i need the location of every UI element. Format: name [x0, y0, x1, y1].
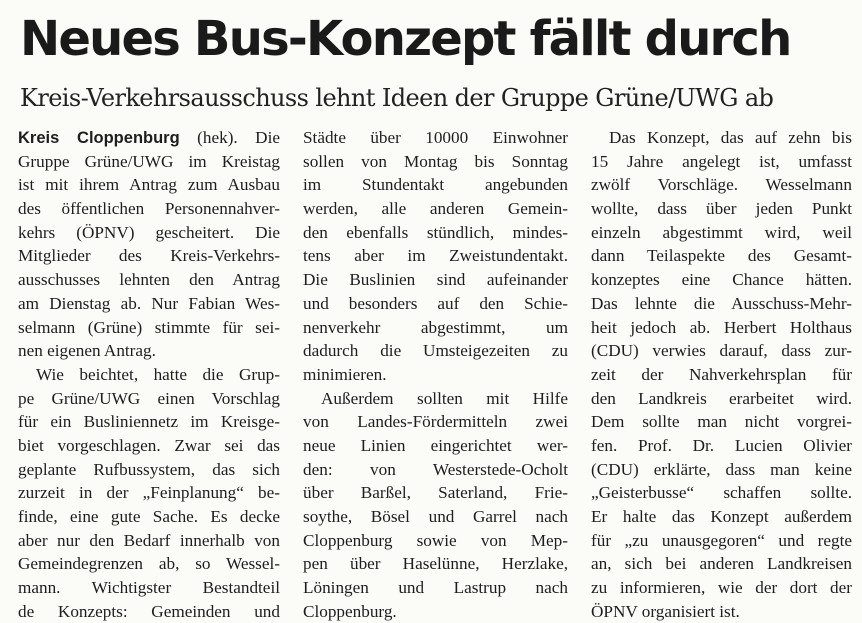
article-line: mann. Wichtigster Bestandteil — [18, 578, 280, 598]
article-line: nenverkehr abgestimmt, um — [303, 317, 568, 337]
article-line: „Geisterbusse“ schaffen sollte. — [591, 483, 852, 503]
article-line: nen eigenen Antrag. — [18, 341, 156, 361]
article-line: de Konzepts: Gemeinden und — [18, 601, 280, 621]
article-line: aber nur den Bedarf innerhalb von — [18, 530, 280, 550]
article-line: (CDU) verwies darauf, dass zur- — [591, 341, 852, 361]
article-line: Cloppenburg. — [303, 601, 397, 621]
article-line: am Dienstag ab. Nur Fabian Wes- — [18, 293, 280, 313]
article-line: minimieren. — [303, 364, 387, 384]
article-line: tens aber im Zweistundentakt. — [303, 246, 568, 266]
byline: (hek). Die — [179, 128, 280, 147]
article-line: Das lehnte die Ausschuss-Mehr- — [591, 293, 852, 313]
article-line: zwölf Vorschläge. Wesselmann — [591, 175, 852, 195]
article-line: neue Linien eingerichtet wer- — [303, 435, 568, 455]
article-line: über Barßel, Saterland, Frie- — [303, 483, 568, 503]
article-line: für ein Busliniennetz im Kreisge- — [18, 412, 280, 432]
article-line: ist mit ihrem Antrag zum Ausbau — [18, 175, 280, 195]
article-line: pen über Haselünne, Herzlake, — [303, 554, 568, 574]
article-line: pe Grüne/UWG einen Vorschlag — [18, 388, 280, 408]
article-line: ausschusses lehnten den Antrag — [18, 270, 280, 290]
article-line: von Landes-Fördermitteln zwei — [303, 412, 568, 432]
article-line: ÖPNV organisiert ist. — [591, 601, 740, 621]
article-line: selmann (Grüne) stimmte für sei- — [18, 317, 280, 337]
article-line: Gemeindegrenzen ab, so Wessel- — [18, 554, 280, 574]
article-line: sollen von Montag bis Sonntag — [303, 151, 568, 171]
article-line: fen. Prof. Dr. Lucien Olivier — [591, 435, 852, 455]
article-line: (CDU) erklärte, dass man keine — [591, 459, 852, 479]
article-line: den: von Westerstede-Ocholt — [303, 459, 568, 479]
article-line: zurzeit in der „Feinplanung“ be- — [18, 483, 280, 503]
article-line: 15 Jahre angelegt ist, umfasst — [591, 151, 852, 171]
article-line: kehrs (ÖPNV) gescheitert. Die — [18, 222, 280, 242]
article-line: Außerdem sollten mit Hilfe — [321, 388, 568, 408]
article-line: Cloppenburg sowie von Mep- — [303, 530, 568, 550]
article-line: im Stundentakt angebunden — [303, 175, 568, 195]
article-line: des öffentlichen Personennahver- — [18, 199, 280, 219]
article-line: zu informieren, wie der dort der — [591, 578, 852, 598]
article-line: einzeln abgestimmt wird, weil — [591, 222, 852, 242]
article-line: Mitglieder des Kreis-Verkehrs- — [18, 246, 280, 266]
article-line: Er halte das Konzept außerdem — [591, 507, 852, 526]
article-line: Die Buslinien sind aufeinander — [303, 270, 568, 290]
article-column-2 — [303, 126, 568, 623]
article-line: konzeptes eine Chance hätten. — [591, 270, 852, 290]
article-line: an, sich bei anderen Landkreisen — [591, 554, 852, 574]
article-line: den ebenfalls stündlich, mindes- — [303, 222, 568, 242]
article-line: Dem sollte man nicht vorgrei- — [591, 412, 852, 432]
article-line: dadurch die Umsteigezeiten zu — [303, 341, 568, 361]
dateline: Kreis Cloppenburg — [18, 129, 180, 147]
article-line: Gruppe Grüne/UWG im Kreistag — [18, 151, 280, 171]
article-line: werden, alle anderen Gemein- — [303, 199, 568, 219]
article-line: soythe, Bösel und Garrel nach — [303, 507, 568, 526]
article-line: dann Teilaspekte des Gesamt- — [591, 246, 852, 266]
headline: Neues Bus-Konzept fällt durch — [20, 11, 791, 67]
article-line: heit jedoch ab. Herbert Holthaus — [591, 317, 852, 337]
article-line: geplante Rufbussystem, das sich — [18, 459, 280, 479]
article-line: biet vorgeschlagen. Zwar sei das — [18, 435, 280, 455]
article-line: Das Konzept, das auf zehn bis — [609, 128, 852, 147]
article-line: zeit der Nahverkehrsplan für — [591, 364, 852, 384]
article-line: Wie beichtet, hatte die Grup- — [36, 364, 280, 384]
article-line: Löningen und Lastrup nach — [303, 578, 568, 598]
article-column-1 — [18, 126, 280, 623]
article-line: Städte über 10000 Einwohner — [303, 128, 568, 147]
article-line: finde, eine gute Sache. Es decke — [18, 507, 280, 526]
article-line: und besonders auf den Schie- — [303, 293, 568, 313]
article-line: für „zu unausgegoren“ und regte — [591, 530, 852, 550]
subheadline: Kreis-Verkehrsausschuss lehnt Ideen der Gruppe Grüne/UWG ab — [20, 84, 774, 112]
article-line: den Landkreis erarbeitet wird. — [591, 388, 852, 408]
article-column-3 — [591, 126, 852, 623]
article-line — [18, 126, 280, 150]
article-line: wollte, dass über jeden Punkt — [591, 199, 852, 219]
